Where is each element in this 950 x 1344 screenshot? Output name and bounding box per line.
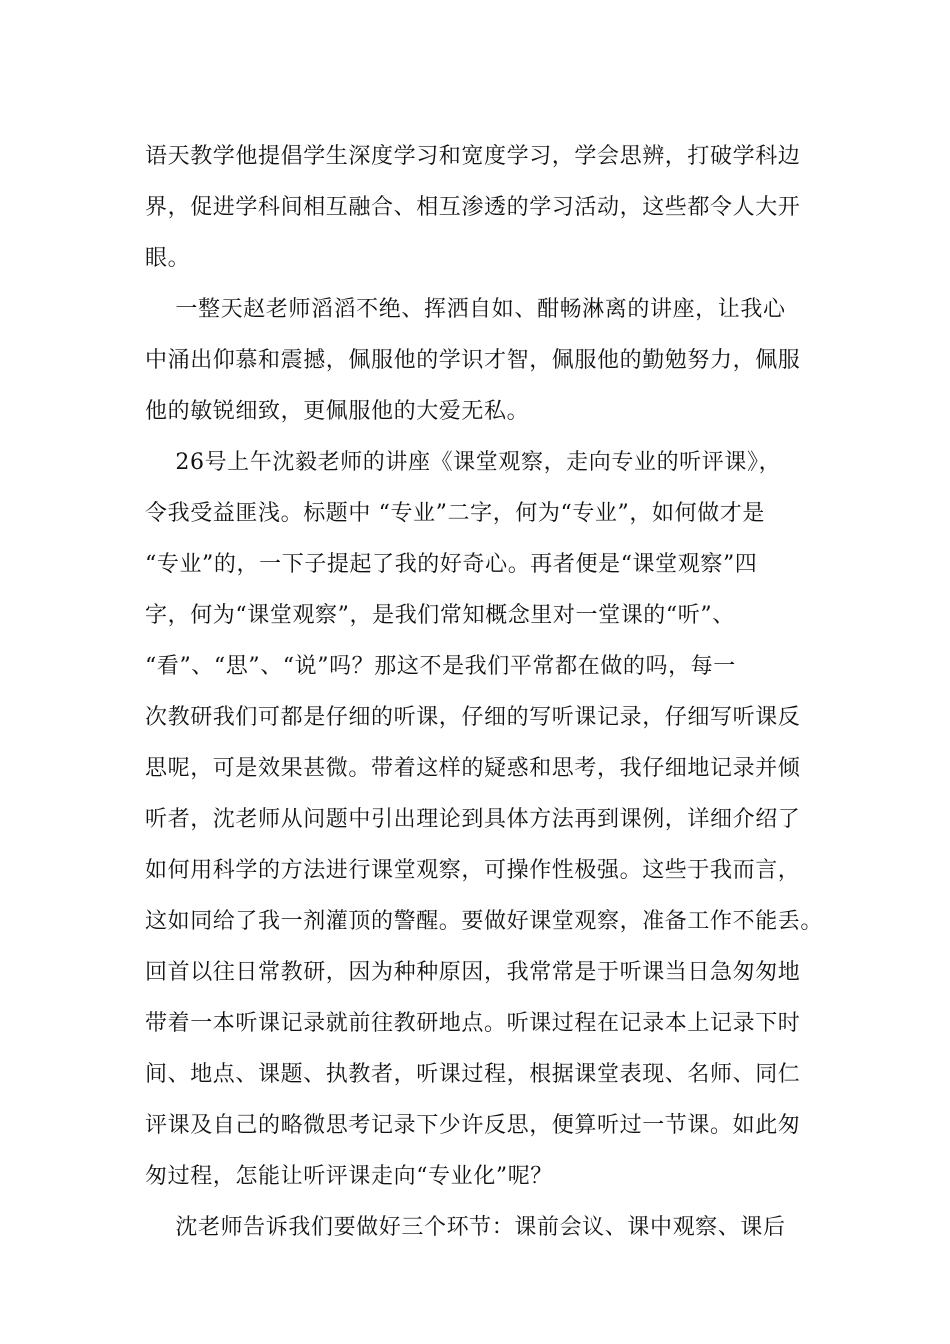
text-line: 间、地点、课题、执教者，听课过程，根据课堂表现、名师、同仁 (145, 1062, 801, 1087)
paragraph-first-line: 沈老师告诉我们要做好三个环节：课前会议、课中观察、课后 (145, 1215, 786, 1240)
text-line: 带着一本听课记录就前往教研地点。听课过程在记录本上记录下时 (145, 1011, 801, 1036)
paragraph-first-line: 26号上午沈毅老师的讲座《课堂观察，走向专业的听评课》， (145, 450, 782, 475)
text-line: 眼。 (145, 246, 191, 271)
text-line: 语天教学他提倡学生深度学习和宽度学习，学会思辨，打破学科边 (145, 144, 801, 169)
text-line: 思呢，可是效果甚微。带着这样的疑惑和思考，我仔细地记录并倾 (145, 756, 801, 781)
text-line: 令我受益匪浅。标题中 “专业”二字，何为“专业”，如何做才是 (145, 501, 765, 526)
text-line: 听者，沈老师从问题中引出理论到具体方法再到课例，详细介绍了 (145, 807, 801, 832)
text-line: 中涌出仰慕和震撼，佩服他的学识才智，佩服他的勤勉努力，佩服 (145, 348, 801, 373)
text-line: 回首以往日常教研，因为种种原因，我常常是于听课当日急匆匆地 (145, 960, 801, 985)
text-line: 他的敏锐细致，更佩服他的大爱无私。 (145, 399, 530, 424)
text-line: 界，促进学科间相互融合、相互渗透的学习活动，这些都令人大开 (145, 195, 801, 220)
text-line: 这如同给了我一剂灌顶的警醒。要做好课堂观察，准备工作不能丢。 (145, 909, 824, 934)
text-line: “专业”的，一下子提起了我的好奇心。再者便是“课堂观察”四 (145, 552, 758, 577)
text-line: 字，何为“课堂观察”，是我们常知概念里对一堂课的“听”、 (145, 603, 735, 628)
body-text (145, 131, 825, 1253)
text-line: 次教研我们可都是仔细的听课，仔细的写听课记录，仔细写听课反 (145, 705, 801, 730)
text-line: 匆过程，怎能让听评课走向“专业化”呢？ (145, 1164, 553, 1189)
text-line: “看”、“思”、“说”吗？那这不是我们平常都在做的吗，每一 (145, 654, 736, 679)
paragraph-first-line: 一整天赵老师滔滔不绝、挥洒自如、酣畅淋离的讲座，让我心 (145, 297, 786, 322)
text-line: 如何用科学的方法进行课堂观察，可操作性极强。这些于我而言， (145, 858, 801, 883)
text-line: 评课及自己的略微思考记录下少许反思，便算听过一节课。如此匆 (145, 1113, 801, 1138)
